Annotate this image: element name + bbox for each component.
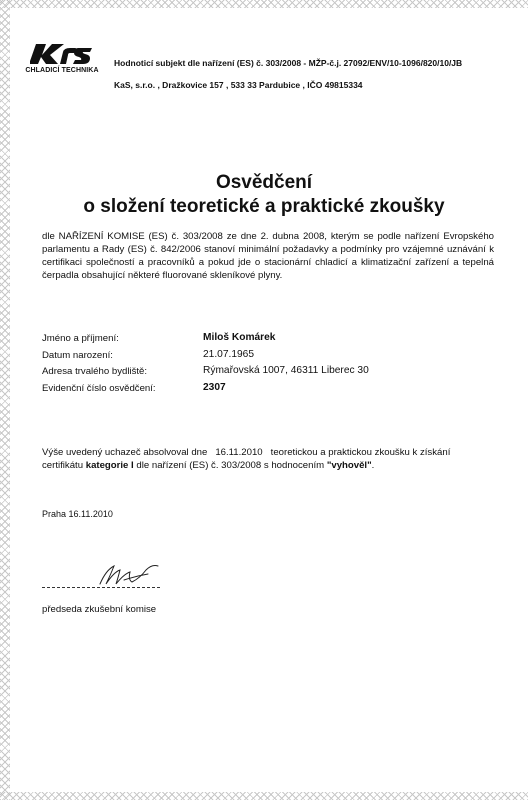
address-label: Adresa trvalého bydliště: <box>42 366 148 377</box>
birth-date-value: 21.07.1965 <box>203 349 254 360</box>
header-authority-line: Hodnoticí subjekt dle nařízení (ES) č. 303/2008 - MŽP-č.j. 27092/ENV/10-1096/820/10/JB <box>114 58 463 68</box>
exam-date: 16.11.2010 <box>215 447 263 458</box>
exam-grade: "vyhověl" <box>326 460 372 471</box>
certificate-subtitle: o složení teoretické a praktické zkoušky <box>83 196 445 217</box>
certificate-title: Osvědčení <box>215 172 313 193</box>
result-text-a: Výše uvedený uchazeč absolvoval dne <box>42 447 208 458</box>
result-text-d: . <box>371 460 375 471</box>
place-and-date: Praha 16.11.2010 <box>42 509 113 519</box>
address-value: Rýmařovská 1007, 46311 Liberec 30 <box>203 365 369 376</box>
intro-paragraph: dle NAŘÍZENÍ KOMISE (ES) č. 303/2008 ze dne 2. dubna 2008, kterým se podle nařízení Evropského parlamentu a Rady (ES) č. 842/2006 stanoví minimální požadavky a podmínky pro vzájemné uznávání k certifikaci společností a pracovníků a pokud jde o stacionární chladicí a klimatizační zařízení a tepelná čerpadla obsahující některé fluorované skleníkové plyny. <box>42 231 494 281</box>
signature-line <box>42 587 160 588</box>
logo-subtitle: CHLADICÍ TECHNIKA <box>25 67 99 74</box>
certificate-category: kategorie I <box>85 460 134 471</box>
handwritten-signature <box>40 560 170 590</box>
certificate-number-label: Evidenční číslo osvědčení: <box>42 383 156 394</box>
header-company-address: KaS, s.r.o. , Dražkovice 157 , 533 33 Pardubice , IČO 49815334 <box>114 80 363 90</box>
decorative-border-left <box>0 0 10 800</box>
name-label: Jméno a příjmení: <box>42 333 119 344</box>
result-paragraph <box>42 446 494 472</box>
decorative-border-bottom <box>0 792 528 800</box>
certificate-number-value: 2307 <box>203 382 226 393</box>
decorative-border-top <box>0 0 528 8</box>
signature-role: předseda zkušební komise <box>42 604 157 615</box>
result-text-c: dle nařízení (ES) č. 303/2008 s hodnocením <box>136 460 325 471</box>
result-text-b: teoretickou a praktickou zkoušku k získání certifikátu <box>42 447 451 471</box>
birth-date-label: Datum narození: <box>42 350 113 361</box>
company-logo <box>22 42 102 74</box>
kas-logo-mark <box>30 42 94 66</box>
name-value: Miloš Komárek <box>203 332 276 343</box>
